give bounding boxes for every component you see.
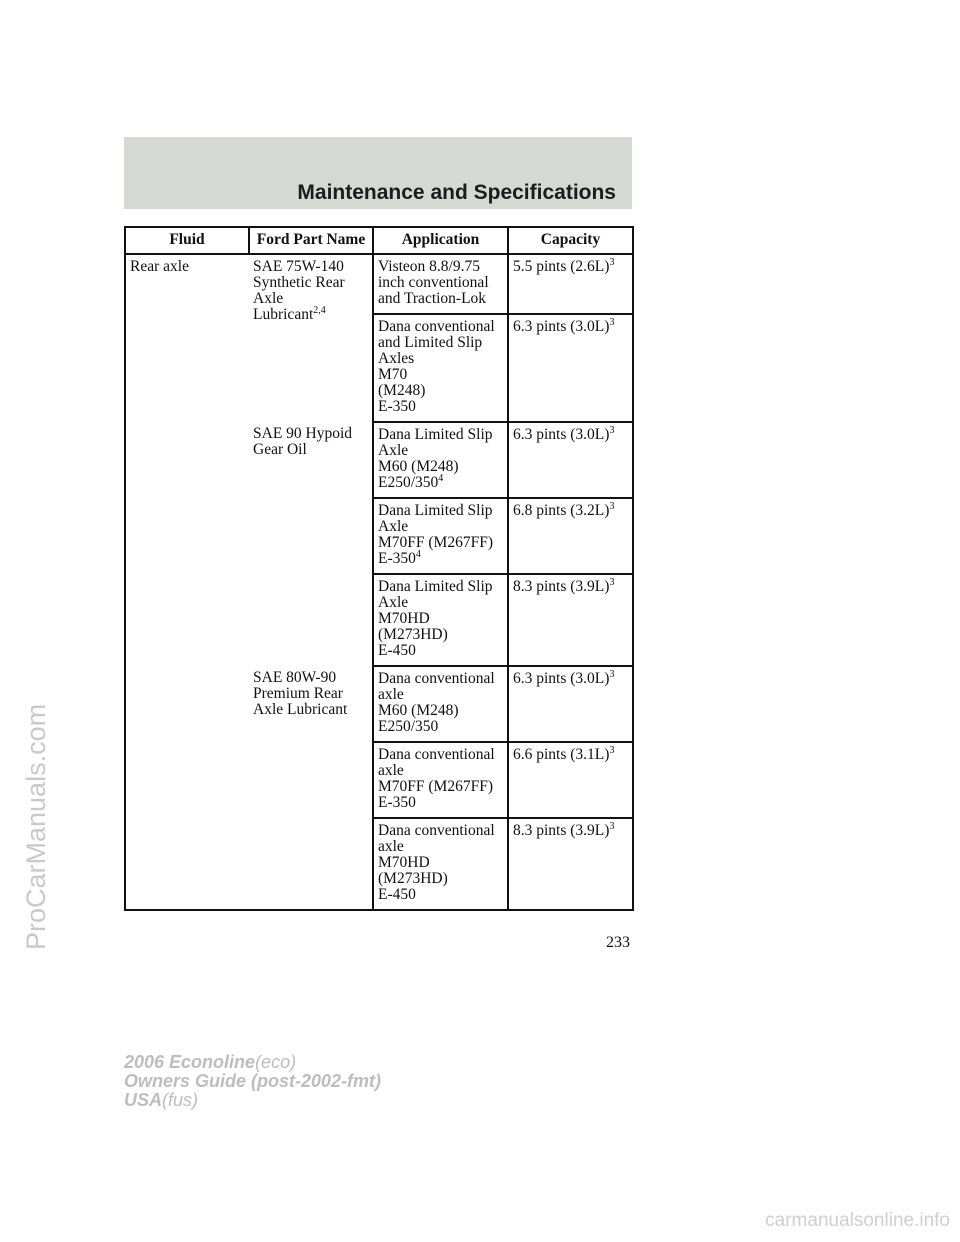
capacity-value: 8.3 pints (3.9L) <box>513 822 610 839</box>
cell-line: Dana conventional <box>378 670 495 687</box>
cell-capacity <box>508 574 633 666</box>
cell-line: Axle Lubricant <box>253 701 348 718</box>
cell-capacity <box>508 254 633 314</box>
cell-line: Premium Rear <box>253 685 343 702</box>
cell-line: inch conventional <box>378 274 489 291</box>
header-fluid: Fluid <box>125 227 249 254</box>
table-row <box>125 254 633 314</box>
cell-line: (M273HD) <box>378 626 448 643</box>
cell-line: Axle <box>253 290 284 307</box>
cell-line: Axle <box>378 442 409 459</box>
cell-capacity <box>508 422 633 498</box>
cell-line: M60 (M248) <box>378 702 459 719</box>
cell-line: Axle <box>378 594 409 611</box>
cell-line: M70FF (M267FF) <box>378 534 493 551</box>
cell-line <box>378 551 503 567</box>
cell-line <box>513 671 628 687</box>
cell-line: M70HD <box>378 610 430 627</box>
cell-text: E250/350 <box>378 474 439 491</box>
capacity-value: 5.5 pints (2.6L) <box>513 258 610 275</box>
cell-application <box>373 742 508 818</box>
capacity-value: 6.3 pints (3.0L) <box>513 670 610 687</box>
cell-line: Dana conventional <box>378 822 495 839</box>
footnote-ref: 3 <box>609 577 615 588</box>
cell-text: Lubricant <box>253 306 314 323</box>
cell-line: axle <box>378 686 404 703</box>
cell-application <box>373 422 508 498</box>
cell-line <box>513 427 628 443</box>
cell-capacity <box>508 818 633 910</box>
footnote-ref: 2,4 <box>313 305 326 316</box>
cell-line: Visteon 8.8/9.75 <box>378 258 480 275</box>
cell-line <box>513 503 628 519</box>
footnote-ref: 4 <box>438 473 444 484</box>
cell-part-name <box>249 422 373 666</box>
footnote-ref: 3 <box>609 745 615 756</box>
cell-capacity <box>508 498 633 574</box>
cell-line: and Traction-Lok <box>378 290 487 307</box>
footer-market-code: (fus) <box>162 1090 199 1110</box>
cell-application <box>373 498 508 574</box>
cell-line: M70FF (M267FF) <box>378 778 493 795</box>
cell-line: Axles <box>378 350 415 367</box>
cell-line: Gear Oil <box>253 441 307 458</box>
cell-line: Synthetic Rear <box>253 274 345 291</box>
cell-line: Dana Limited Slip <box>378 502 493 519</box>
cell-part-name <box>249 666 373 910</box>
cell-line <box>513 823 628 839</box>
footer-market: USA <box>124 1090 163 1110</box>
cell-line: (M273HD) <box>378 870 448 887</box>
cell-line: SAE 90 Hypoid <box>253 425 353 442</box>
cell-application <box>373 574 508 666</box>
cell-line <box>378 475 503 491</box>
cell-line: M60 (M248) <box>378 458 459 475</box>
side-watermark: ProCarManuals.com <box>21 703 51 950</box>
cell-line: (M248) <box>378 382 426 399</box>
document-footer <box>124 1053 381 1110</box>
footer-guide: Owners Guide (post-2002-fmt) <box>124 1071 382 1091</box>
cell-line: E250/350 <box>378 718 439 735</box>
cell-application <box>373 818 508 910</box>
cell-line: Dana Limited Slip <box>378 578 493 595</box>
cell-line: axle <box>378 838 404 855</box>
footnote-ref: 3 <box>609 317 615 328</box>
cell-line: Dana conventional <box>378 746 495 763</box>
cell-line: M70HD <box>378 854 430 871</box>
cell-line: E-350 <box>378 398 416 415</box>
table-body <box>125 254 633 910</box>
cell-capacity <box>508 314 633 422</box>
cell-fluid: Rear axle <box>125 254 249 910</box>
cell-capacity <box>508 666 633 742</box>
cell-application <box>373 314 508 422</box>
cell-line: SAE 80W-90 <box>253 669 337 686</box>
cell-line: Dana conventional <box>378 318 495 335</box>
cell-line: Axle <box>378 518 409 535</box>
cell-line: E-450 <box>378 886 416 903</box>
cell-line <box>513 579 628 595</box>
footer-domain-watermark: carmanualsonline.info <box>765 1210 950 1231</box>
footnote-ref: 4 <box>415 549 421 560</box>
fluid-spec-table <box>124 226 634 911</box>
cell-application <box>373 254 508 314</box>
cell-text: E-350 <box>378 550 416 567</box>
cell-line: E-350 <box>378 794 416 811</box>
cell-application <box>373 666 508 742</box>
cell-line: and Limited Slip <box>378 334 483 351</box>
cell-line: axle <box>378 762 404 779</box>
capacity-value: 6.6 pints (3.1L) <box>513 746 610 763</box>
cell-line <box>513 319 628 335</box>
capacity-value: 6.8 pints (3.2L) <box>513 502 610 519</box>
footer-model: 2006 Econoline <box>124 1052 256 1072</box>
header-application: Application <box>373 227 508 254</box>
cell-line: E-450 <box>378 642 416 659</box>
footer-model-code: (eco) <box>255 1052 297 1072</box>
footnote-ref: 3 <box>609 425 615 436</box>
cell-line: Dana Limited Slip <box>378 426 493 443</box>
section-title: Maintenance and Specifications <box>297 181 616 204</box>
section-header-band <box>124 137 632 209</box>
cell-line <box>253 307 368 323</box>
header-capacity: Capacity <box>508 227 633 254</box>
cell-line <box>513 747 628 763</box>
cell-part-name <box>249 254 373 422</box>
cell-capacity <box>508 742 633 818</box>
capacity-value: 8.3 pints (3.9L) <box>513 578 610 595</box>
cell-line: SAE 75W-140 <box>253 258 344 275</box>
capacity-value: 6.3 pints (3.0L) <box>513 426 610 443</box>
capacity-value: 6.3 pints (3.0L) <box>513 318 610 335</box>
cell-line <box>513 259 628 275</box>
cell-line: M70 <box>378 366 408 383</box>
footnote-ref: 3 <box>609 257 615 268</box>
footnote-ref: 3 <box>609 501 615 512</box>
footnote-ref: 3 <box>609 821 615 832</box>
footnote-ref: 3 <box>609 669 615 680</box>
page-number: 233 <box>606 934 630 951</box>
table-header-row <box>125 227 633 254</box>
header-part-name: Ford Part Name <box>249 227 373 254</box>
